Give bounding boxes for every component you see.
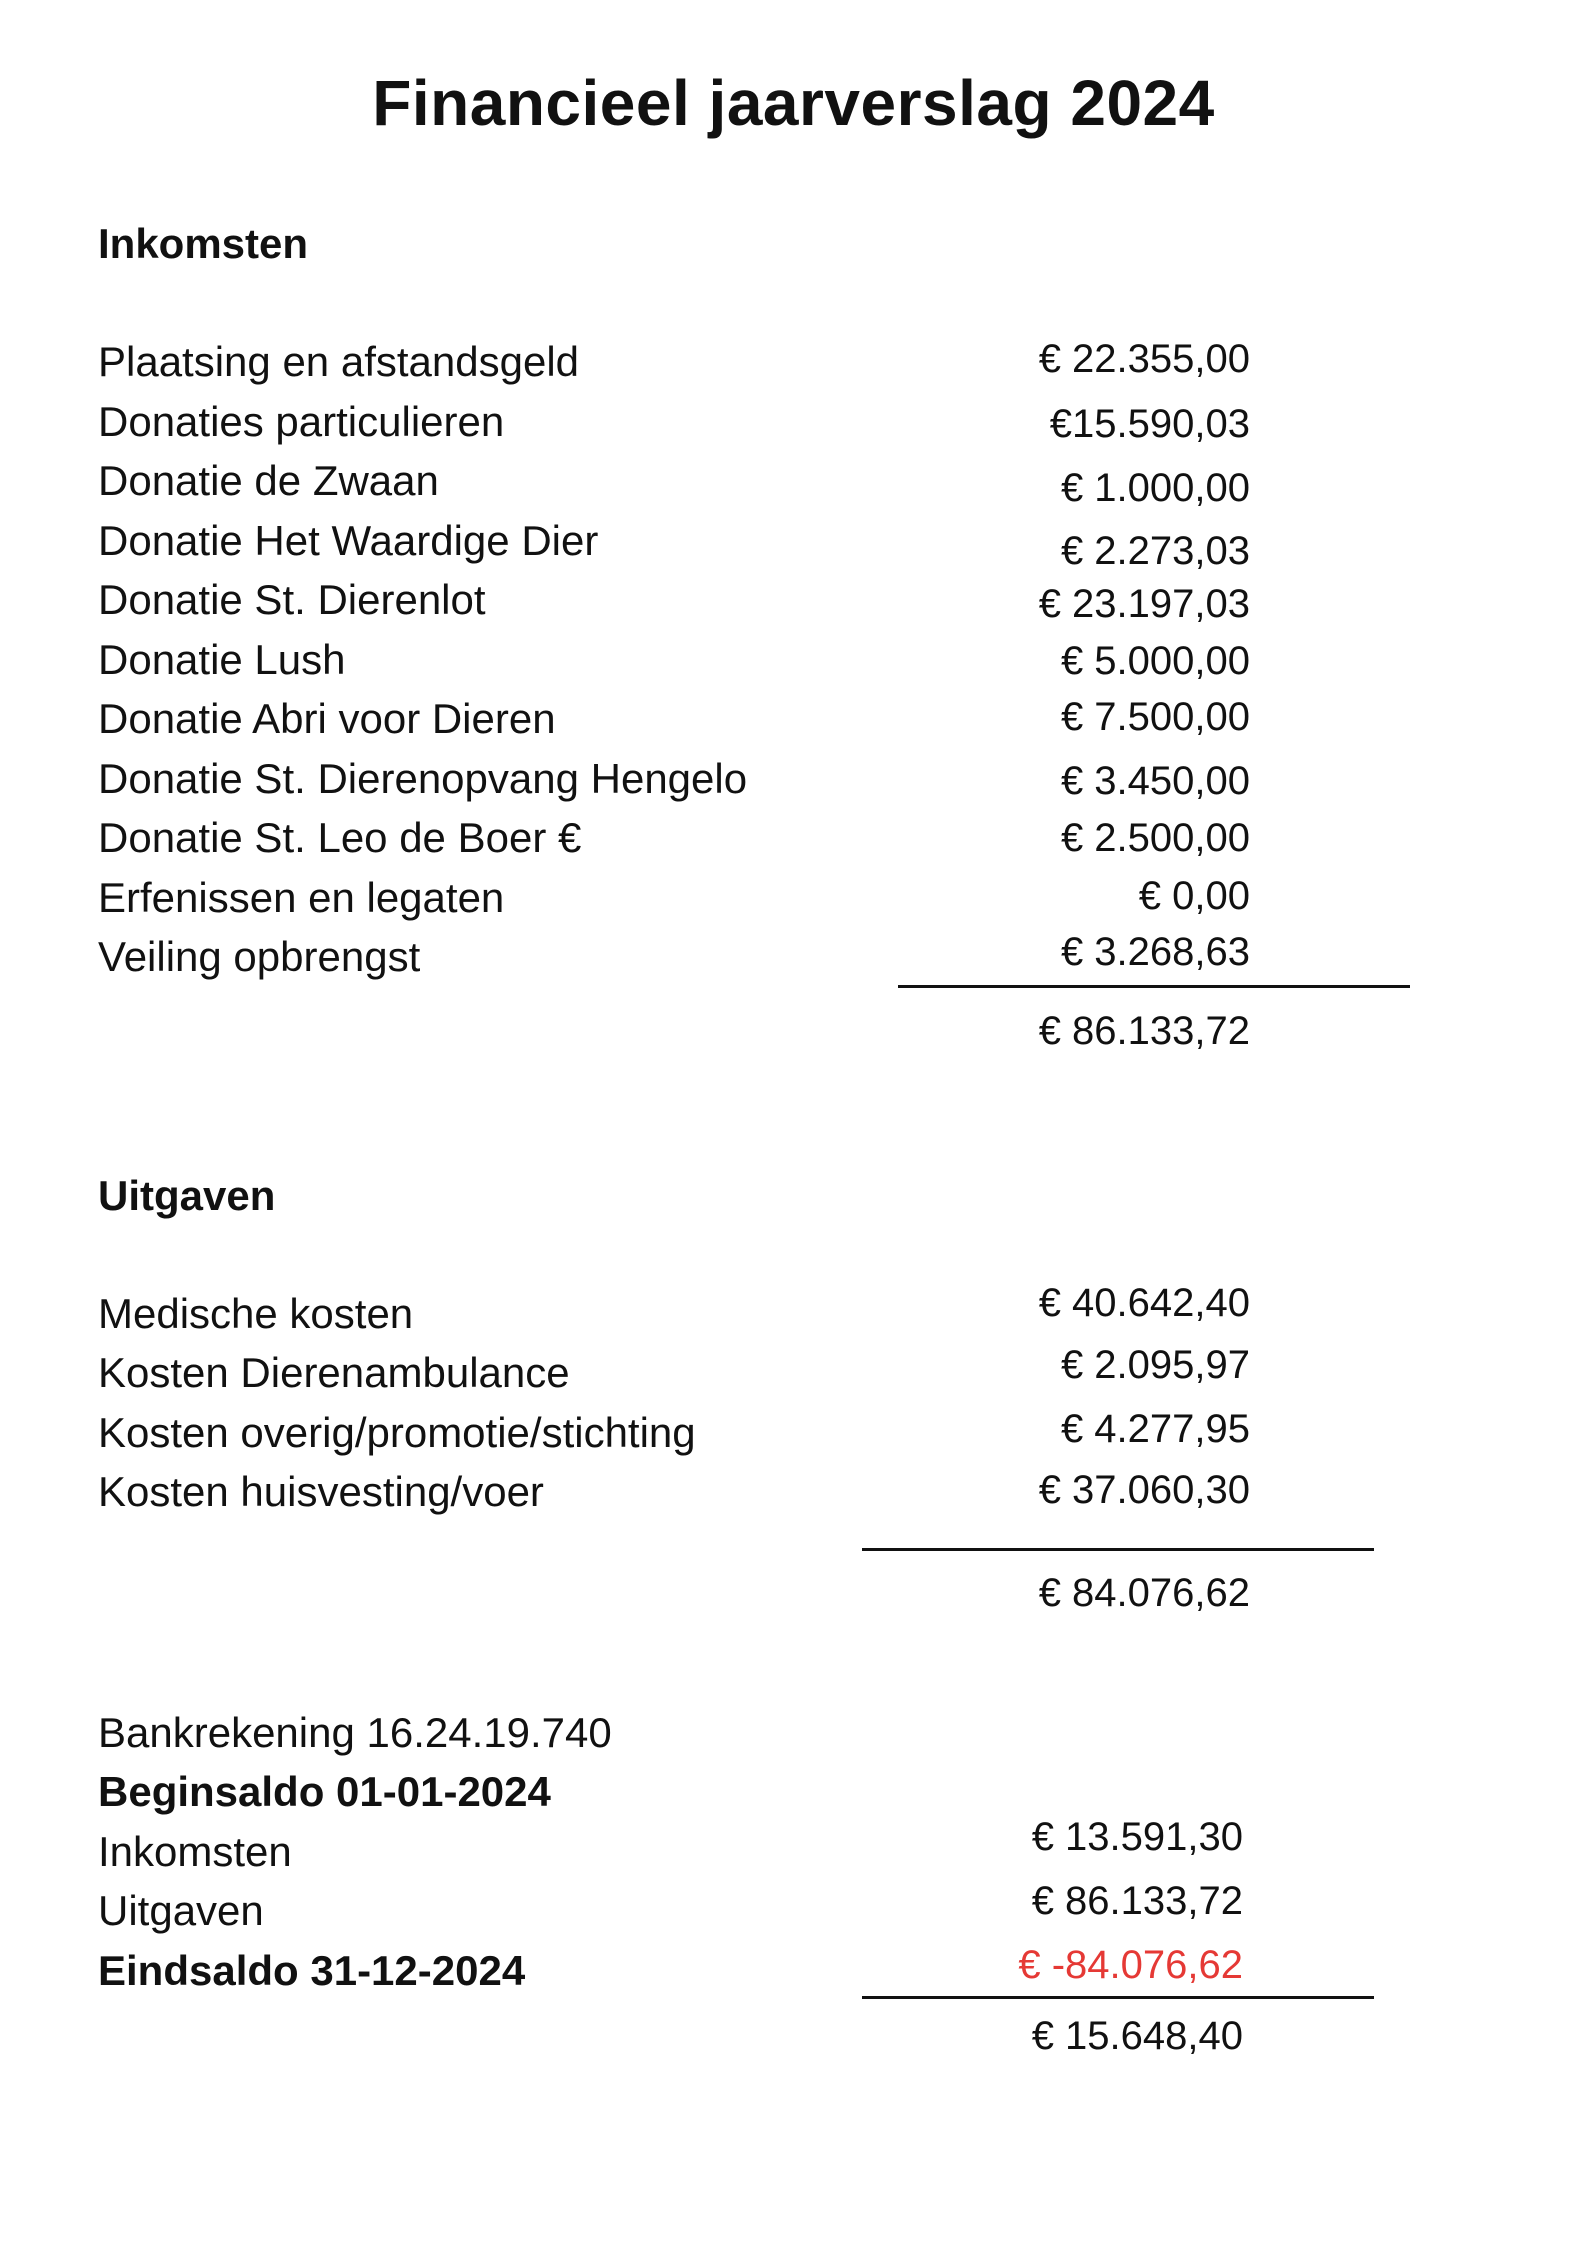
balance-divider xyxy=(862,1996,1374,1999)
expenses-divider xyxy=(862,1548,1374,1551)
income-label: Veiling opbrengst xyxy=(98,933,421,980)
balance-income-label: Inkomsten xyxy=(98,1828,292,1875)
income-label: Donatie St. Dierenopvang Hengelo xyxy=(98,755,748,802)
income-label: Donatie St. Dierenlot xyxy=(98,576,486,623)
income-amount: € 0,00 xyxy=(1138,874,1250,918)
expense-amount: € 37.060,30 xyxy=(1038,1468,1250,1512)
balance-amount: € 13.591,30 xyxy=(1031,1815,1243,1859)
income-amount: € 1.000,00 xyxy=(1060,466,1250,510)
income-label: Erfenissen en legaten xyxy=(98,874,505,921)
income-label: Donatie Lush xyxy=(98,636,346,683)
income-amount: € 7.500,00 xyxy=(1060,695,1250,739)
bank-account: Bankrekening 16.24.19.740 xyxy=(98,1709,612,1756)
income-amount: € 2.273,03 xyxy=(1060,529,1250,573)
page-title: Financieel jaarverslag 2024 xyxy=(372,67,1215,139)
income-label: Donatie Het Waardige Dier xyxy=(98,517,599,564)
expense-amount: € 4.277,95 xyxy=(1060,1407,1250,1451)
expenses-heading: Uitgaven xyxy=(98,1172,276,1219)
expense-amount: € 40.642,40 xyxy=(1038,1281,1250,1325)
income-amount: € 3.450,00 xyxy=(1060,759,1250,803)
income-divider xyxy=(898,985,1410,988)
balance-amount: € 86.133,72 xyxy=(1031,1879,1243,1923)
income-amount: € 2.500,00 xyxy=(1060,816,1250,860)
expense-label: Medische kosten xyxy=(98,1290,414,1337)
expense-label: Kosten overig/promotie/stichting xyxy=(98,1409,696,1456)
income-total: € 86.133,72 xyxy=(1038,1009,1250,1053)
expense-amount: € 2.095,97 xyxy=(1060,1343,1250,1387)
income-label: Donatie de Zwaan xyxy=(98,457,439,504)
income-amount: €15.590,03 xyxy=(1049,402,1250,446)
income-label: Plaatsing en afstandsgeld xyxy=(98,338,580,385)
expenses-total: € 84.076,62 xyxy=(1038,1571,1250,1615)
income-label: Donatie St. Leo de Boer € xyxy=(98,814,582,861)
income-amount: € 23.197,03 xyxy=(1038,582,1250,626)
closing-balance-total: € 15.648,40 xyxy=(1031,2014,1243,2058)
opening-balance-label: Beginsaldo 01-01-2024 xyxy=(98,1768,551,1815)
closing-balance-label: Eindsaldo 31-12-2024 xyxy=(98,1947,526,1994)
income-amount: € 22.355,00 xyxy=(1038,337,1250,381)
income-heading: Inkomsten xyxy=(98,220,309,267)
income-label: Donaties particulieren xyxy=(98,398,505,445)
income-amount: € 3.268,63 xyxy=(1060,930,1250,974)
income-label: Donatie Abri voor Dieren xyxy=(98,695,556,742)
balance-amount-negative: € -84.076,62 xyxy=(1018,1943,1243,1987)
expense-label: Kosten Dierenambulance xyxy=(98,1349,570,1396)
balance-expenses-label: Uitgaven xyxy=(98,1887,264,1934)
income-amount: € 5.000,00 xyxy=(1060,639,1250,683)
expense-label: Kosten huisvesting/voer xyxy=(98,1468,544,1515)
